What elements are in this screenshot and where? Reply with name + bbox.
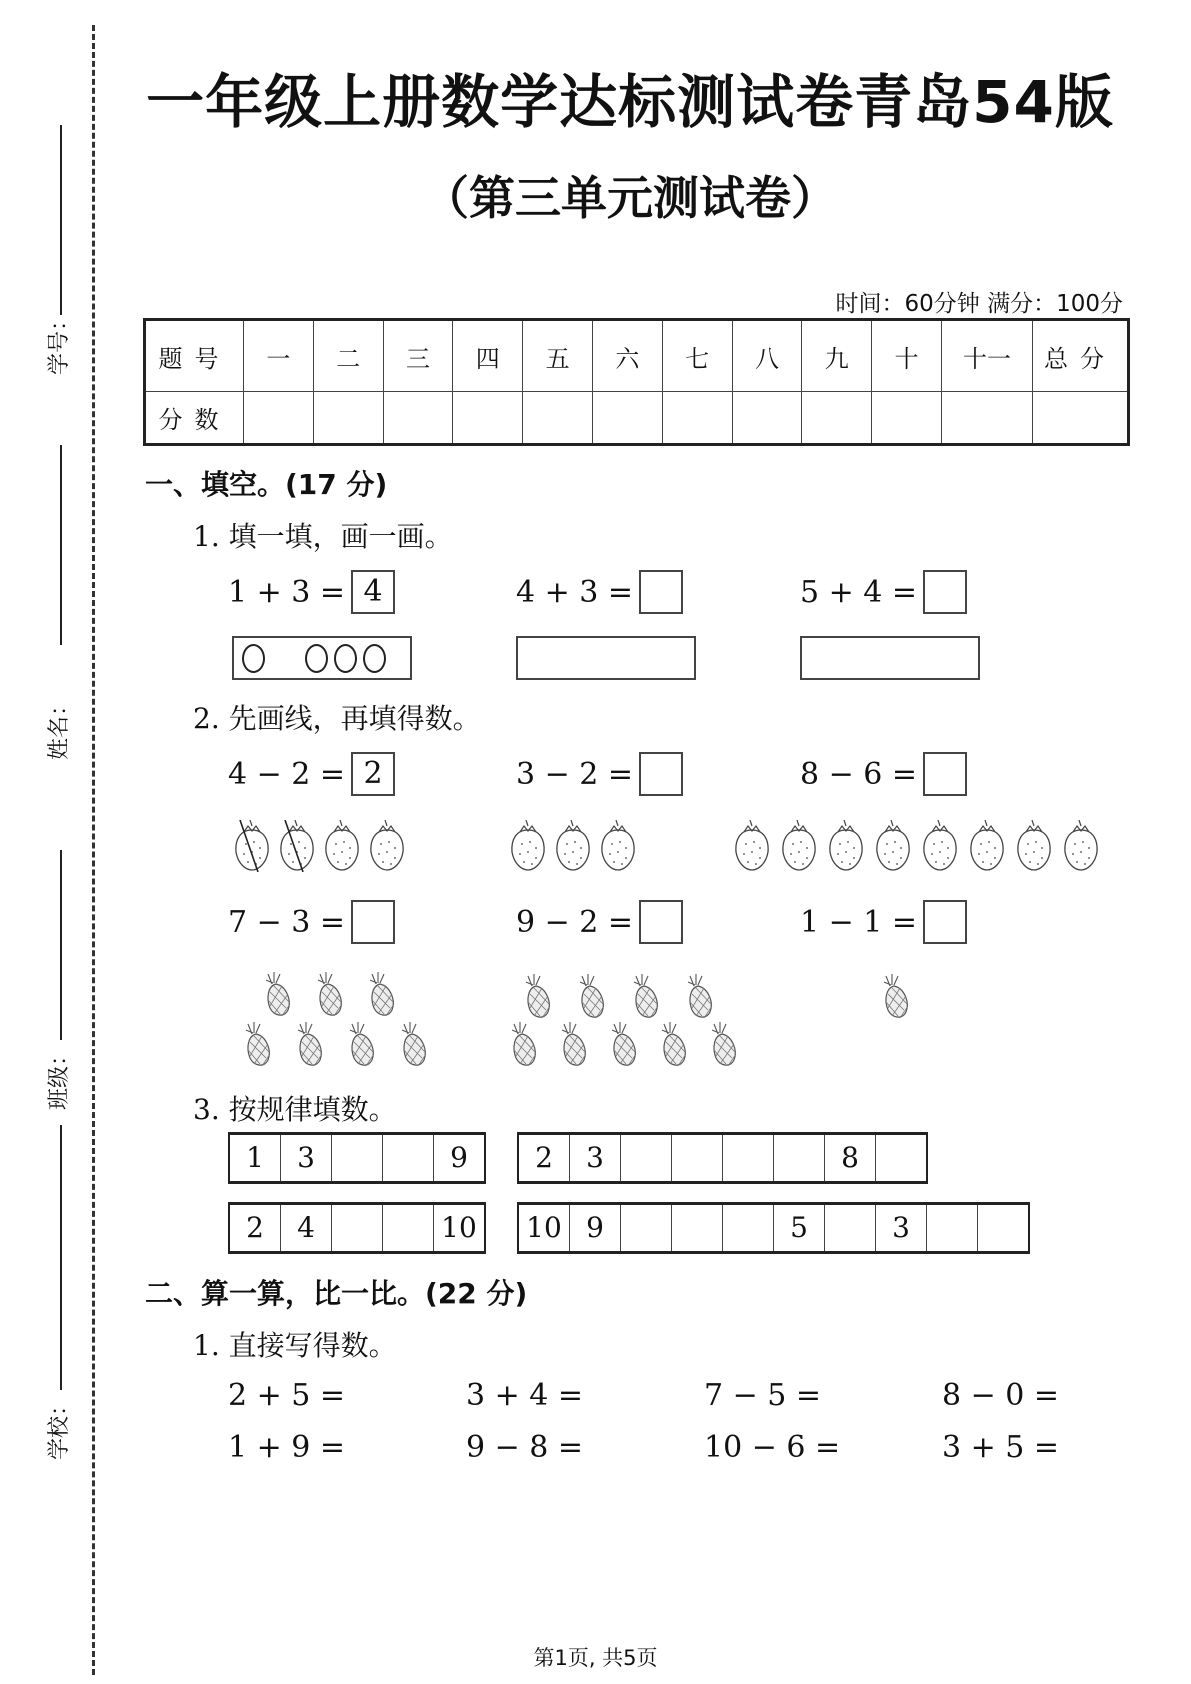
pineapple-icon — [708, 1022, 740, 1070]
number-sequence — [228, 1202, 486, 1254]
circle-icon — [334, 644, 357, 673]
equation — [516, 752, 683, 796]
calc-item: 8 − 0 = — [942, 1378, 1060, 1413]
sequence-cell[interactable]: 2 — [519, 1135, 570, 1181]
col-10: 十 — [872, 320, 942, 392]
pineapple-group — [262, 972, 398, 1020]
calc-item: 7 − 5 = — [704, 1378, 822, 1413]
page-footer: 第1页, 共5页 — [533, 1646, 658, 1670]
pineapple-icon — [608, 1022, 640, 1070]
pineapple-icon — [684, 974, 716, 1022]
number-sequence — [517, 1202, 1030, 1254]
equation-expr: 4 + 3 = — [516, 574, 634, 610]
pineapple-group — [508, 1022, 740, 1070]
pineapple-group — [242, 1022, 430, 1070]
answer-box[interactable] — [923, 752, 967, 796]
calc-item: 2 + 5 = — [228, 1378, 346, 1413]
score-cell[interactable] — [244, 392, 314, 445]
student-id-line — [60, 125, 62, 315]
pineapple-group — [522, 974, 716, 1022]
calc-item: 3 + 4 = — [466, 1378, 584, 1413]
col-1: 一 — [244, 320, 314, 392]
answer-box[interactable] — [923, 570, 967, 614]
equation-expr: 4 − 2 = — [228, 756, 346, 792]
pineapple-icon — [262, 972, 294, 1020]
strawberry-icon — [1014, 820, 1054, 872]
pineapple-group — [880, 974, 912, 1022]
sequence-cell[interactable] — [621, 1135, 672, 1181]
col-total: 总分 — [1033, 320, 1129, 392]
pineapple-icon — [366, 972, 398, 1020]
sequence-cell[interactable] — [332, 1205, 383, 1251]
strawberry-icon — [508, 820, 548, 872]
equation — [800, 570, 967, 614]
name-line — [60, 445, 62, 645]
score-header-row — [145, 320, 1129, 392]
sequence-cell[interactable]: 5 — [774, 1205, 825, 1251]
strawberry-icon — [598, 820, 638, 872]
sequence-cell[interactable]: 9 — [570, 1205, 621, 1251]
equation — [516, 900, 683, 944]
equation — [516, 570, 683, 614]
score-cell[interactable] — [1033, 392, 1129, 445]
sequence-cell[interactable]: 4 — [281, 1205, 332, 1251]
score-value-row — [145, 392, 1129, 445]
strawberry-group — [732, 820, 1101, 872]
calc-item: 3 + 5 = — [942, 1430, 1060, 1465]
pineapple-icon — [880, 974, 912, 1022]
equation-expr: 9 − 2 = — [516, 904, 634, 940]
answer-box[interactable] — [923, 900, 967, 944]
sequence-cell[interactable] — [774, 1135, 825, 1181]
equation — [228, 900, 395, 944]
s2-q1-label: 1. 直接写得数。 — [193, 1329, 397, 1362]
circle-icon — [363, 644, 386, 673]
equation — [800, 752, 967, 796]
circle-icon — [242, 644, 265, 673]
col-9: 九 — [802, 320, 872, 392]
pineapple-icon — [346, 1022, 378, 1070]
score-cell[interactable] — [802, 392, 872, 445]
school-label: 学校： — [47, 1393, 72, 1460]
col-5: 五 — [523, 320, 593, 392]
strawberry-icon — [826, 820, 866, 872]
school-line — [60, 1125, 62, 1390]
score-table — [143, 318, 1130, 446]
equation-expr: 8 − 6 = — [800, 756, 918, 792]
q3-label: 3. 按规律填数。 — [193, 1093, 397, 1126]
score-cell[interactable] — [732, 392, 802, 445]
pineapple-icon — [522, 974, 554, 1022]
pineapple-icon — [508, 1022, 540, 1070]
calc-item: 9 − 8 = — [466, 1430, 584, 1465]
pineapple-icon — [558, 1022, 590, 1070]
score-cell[interactable] — [313, 392, 383, 445]
row-label: 分数 — [145, 392, 244, 445]
pineapple-icon — [576, 974, 608, 1022]
answer-box[interactable]: 2 — [351, 752, 395, 796]
name-label: 姓名： — [47, 693, 72, 760]
drawing-box[interactable] — [516, 636, 696, 680]
pineapple-icon — [398, 1022, 430, 1070]
sequence-cell[interactable]: 3 — [876, 1205, 927, 1251]
strawberry-icon — [277, 820, 317, 872]
score-cell[interactable] — [942, 392, 1033, 445]
equation — [228, 570, 395, 614]
calc-item: 1 + 9 = — [228, 1430, 346, 1465]
circle-icon — [305, 644, 328, 673]
sequence-cell[interactable]: 1 — [230, 1135, 281, 1181]
drawing-box[interactable] — [800, 636, 980, 680]
calc-item: 10 − 6 = — [704, 1430, 841, 1465]
section2-heading: 二、算一算，比一比。(22 分) — [145, 1277, 528, 1310]
sequence-cell[interactable]: 3 — [570, 1135, 621, 1181]
strawberry-icon — [920, 820, 960, 872]
equation — [228, 752, 395, 796]
col-2: 二 — [313, 320, 383, 392]
col-7: 七 — [662, 320, 732, 392]
student-id-label: 学号： — [47, 308, 72, 375]
pineapple-icon — [242, 1022, 274, 1070]
exam-meta: 时间：60分钟 满分：100分 — [835, 291, 1123, 317]
strawberry-icon — [232, 820, 272, 872]
sequence-cell[interactable] — [672, 1135, 723, 1181]
sequence-cell[interactable] — [927, 1205, 978, 1251]
strawberry-icon — [779, 820, 819, 872]
sequence-cell[interactable]: 3 — [281, 1135, 332, 1181]
equation-expr: 5 + 4 = — [800, 574, 918, 610]
sequence-cell[interactable]: 9 — [450, 1141, 468, 1174]
score-cell[interactable] — [523, 392, 593, 445]
equation-expr: 7 − 3 = — [228, 904, 346, 940]
answer-box[interactable] — [351, 900, 395, 944]
strawberry-icon — [322, 820, 362, 872]
equation — [800, 900, 967, 944]
number-sequence — [517, 1132, 928, 1184]
pineapple-icon — [314, 972, 346, 1020]
sequence-cell[interactable]: 10 — [441, 1211, 477, 1244]
strawberry-icon — [367, 820, 407, 872]
col-6: 六 — [592, 320, 662, 392]
sequence-cell[interactable]: 8 — [825, 1135, 876, 1181]
score-cell[interactable] — [383, 392, 453, 445]
equation-expr: 3 − 2 = — [516, 756, 634, 792]
strawberry-icon — [1061, 820, 1101, 872]
strawberry-icon — [873, 820, 913, 872]
sequence-cell[interactable] — [383, 1205, 434, 1251]
col-11: 十一 — [942, 320, 1033, 392]
equation-expr: 1 + 3 = — [228, 574, 346, 610]
sequence-cell[interactable] — [723, 1135, 774, 1181]
sequence-cell[interactable] — [621, 1205, 672, 1251]
binding-dashed-line — [92, 25, 95, 1675]
strawberry-group — [508, 820, 638, 872]
strawberry-icon — [967, 820, 1007, 872]
col-3: 三 — [383, 320, 453, 392]
score-cell[interactable] — [592, 392, 662, 445]
sequence-cell[interactable] — [825, 1205, 876, 1251]
sequence-cell[interactable] — [383, 1135, 434, 1181]
col-8: 八 — [732, 320, 802, 392]
sequence-cell[interactable] — [672, 1205, 723, 1251]
answer-box[interactable] — [639, 752, 683, 796]
answer-box[interactable] — [639, 900, 683, 944]
score-cell[interactable] — [453, 392, 523, 445]
sequence-cell[interactable] — [723, 1205, 774, 1251]
pineapple-icon — [630, 974, 662, 1022]
col-4: 四 — [453, 320, 523, 392]
sequence-cell[interactable]: 10 — [519, 1205, 570, 1251]
q1-label: 1. 填一填，画一画。 — [193, 520, 453, 553]
page-subtitle: （第三单元测试卷） — [423, 171, 837, 225]
strawberry-group — [232, 820, 407, 872]
number-sequence — [228, 1132, 486, 1184]
pineapple-icon — [658, 1022, 690, 1070]
header-label: 题号 — [145, 320, 244, 392]
class-line — [60, 850, 62, 1040]
answer-box[interactable] — [639, 570, 683, 614]
circles-drawing-box — [232, 636, 412, 680]
score-cell[interactable] — [662, 392, 732, 445]
sequence-cell[interactable]: 2 — [230, 1205, 281, 1251]
sequence-cell[interactable] — [332, 1135, 383, 1181]
sequence-cell[interactable] — [876, 1135, 926, 1181]
class-label: 班级： — [47, 1043, 72, 1110]
pineapple-icon — [294, 1022, 326, 1070]
page-title: 一年级上册数学达标测试卷青岛54版 — [146, 68, 1114, 136]
strawberry-icon — [732, 820, 772, 872]
sequence-cell[interactable] — [978, 1205, 1028, 1251]
equation-expr: 1 − 1 = — [800, 904, 918, 940]
q2-label: 2. 先画线，再填得数。 — [193, 702, 481, 735]
score-cell[interactable] — [872, 392, 942, 445]
answer-box[interactable]: 4 — [351, 570, 395, 614]
strawberry-icon — [553, 820, 593, 872]
section1-heading: 一、填空。(17 分) — [145, 468, 388, 501]
